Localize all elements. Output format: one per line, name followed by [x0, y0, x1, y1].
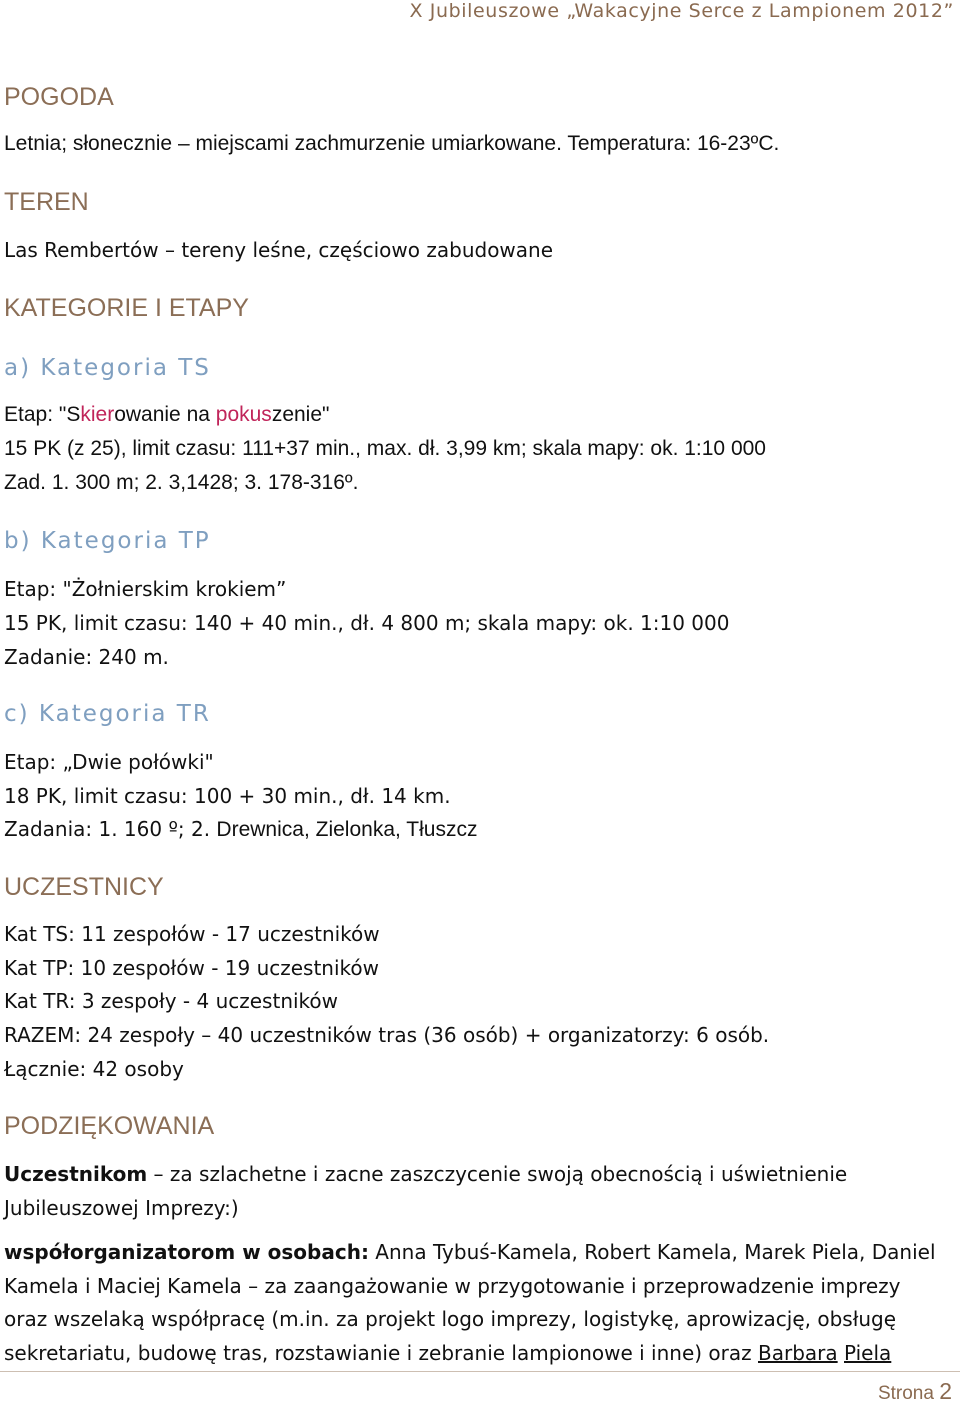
section-heading-uczestnicy: UCZESTNICY [4, 873, 164, 901]
name-link-barbara: Barbara [758, 1341, 838, 1365]
running-header: X Jubileuszowe „Wakacyjne Serce z Lampionem 2012” [409, 0, 954, 22]
weather-text: Letnia; słonecznie – miejscami zachmurzenie umiarkowane. Temperatura: 16-23ºC. [4, 132, 780, 155]
ts-details: 15 PK (z 25), limit czasu: 111+37 min., max. dł. 3,99 km; skala mapy: ok. 1:10 000 [4, 437, 766, 460]
ts-stage-name: Etap: "Skierowanie na pokuszenie" [4, 403, 330, 426]
thanks-participants-cont: Jubileuszowej Imprezy:) [4, 1196, 239, 1220]
page-label: Strona [877, 1383, 934, 1404]
participants-line: Kat TS: 11 zespołów - 17 uczestników [4, 922, 380, 946]
thanks-organizers-cont: oraz wszelaką współpracę (m.in. za projekt logo imprezy, logistykę, aprowizację, obsługę [4, 1307, 897, 1331]
section-heading-kategorie: KATEGORIE I ETAPY [4, 294, 249, 322]
page-footer [878, 1378, 952, 1405]
category-heading-tr: c) Kategoria TR [4, 701, 211, 727]
section-heading-teren: TEREN [4, 188, 89, 216]
tr-tasks: Zadania: 1. 160 º; 2. Drewnica, Zielonka, Tłuszcz [4, 817, 478, 841]
participants-grand-total: Łącznie: 42 osoby [4, 1057, 184, 1081]
thanks-organizers-cont: sekretariatu, budowę tras, rozstawianie i zebranie lampionowe i inne) oraz Barbara Piela [4, 1341, 892, 1365]
ts-tasks: Zad. 1. 300 m; 2. 3,1428; 3. 178-316º. [4, 471, 359, 494]
tp-details: 15 PK, limit czasu: 140 + 40 min., dł. 4 800 m; skala mapy: ok. 1:10 000 [4, 611, 730, 635]
participants-line: Kat TP: 10 zespołów - 19 uczestników [4, 956, 379, 980]
tr-details: 18 PK, limit czasu: 100 + 30 min., dł. 14 km. [4, 784, 451, 808]
page-number: 2 [939, 1378, 952, 1404]
thanks-organizers-cont: Kamela i Maciej Kamela – za zaangażowanie w przygotowanie i przeprowadzenie imprezy [4, 1274, 901, 1298]
footer-divider [0, 1371, 960, 1372]
category-heading-ts: a) Kategoria TS [4, 355, 211, 381]
name-link-piela: Piela [844, 1341, 892, 1365]
participants-total: RAZEM: 24 zespoły – 40 uczestników tras (36 osób) + organizatorzy: 6 osób. [4, 1023, 770, 1047]
tp-stage-name: Etap: "Żołnierskim krokiem” [4, 577, 287, 601]
thanks-organizers: współorganizatorom w osobach: Anna Tybuś-Kamela, Robert Kamela, Marek Piela, Daniel [4, 1240, 936, 1264]
tr-stage-name: Etap: „Dwie połówki" [4, 750, 214, 774]
category-heading-tp: b) Kategoria TP [4, 528, 211, 554]
section-heading-podziekowania: PODZIĘKOWANIA [4, 1112, 215, 1140]
tp-tasks: Zadanie: 240 m. [4, 645, 169, 669]
thanks-participants: Uczestnikom – za szlachetne i zacne zaszczycenie swoją obecnością i uświetnienie [4, 1162, 848, 1186]
participants-line: Kat TR: 3 zespoły - 4 uczestników [4, 989, 339, 1013]
section-heading-pogoda: POGODA [4, 83, 114, 111]
terrain-text: Las Rembertów – tereny leśne, częściowo zabudowane [4, 238, 554, 262]
